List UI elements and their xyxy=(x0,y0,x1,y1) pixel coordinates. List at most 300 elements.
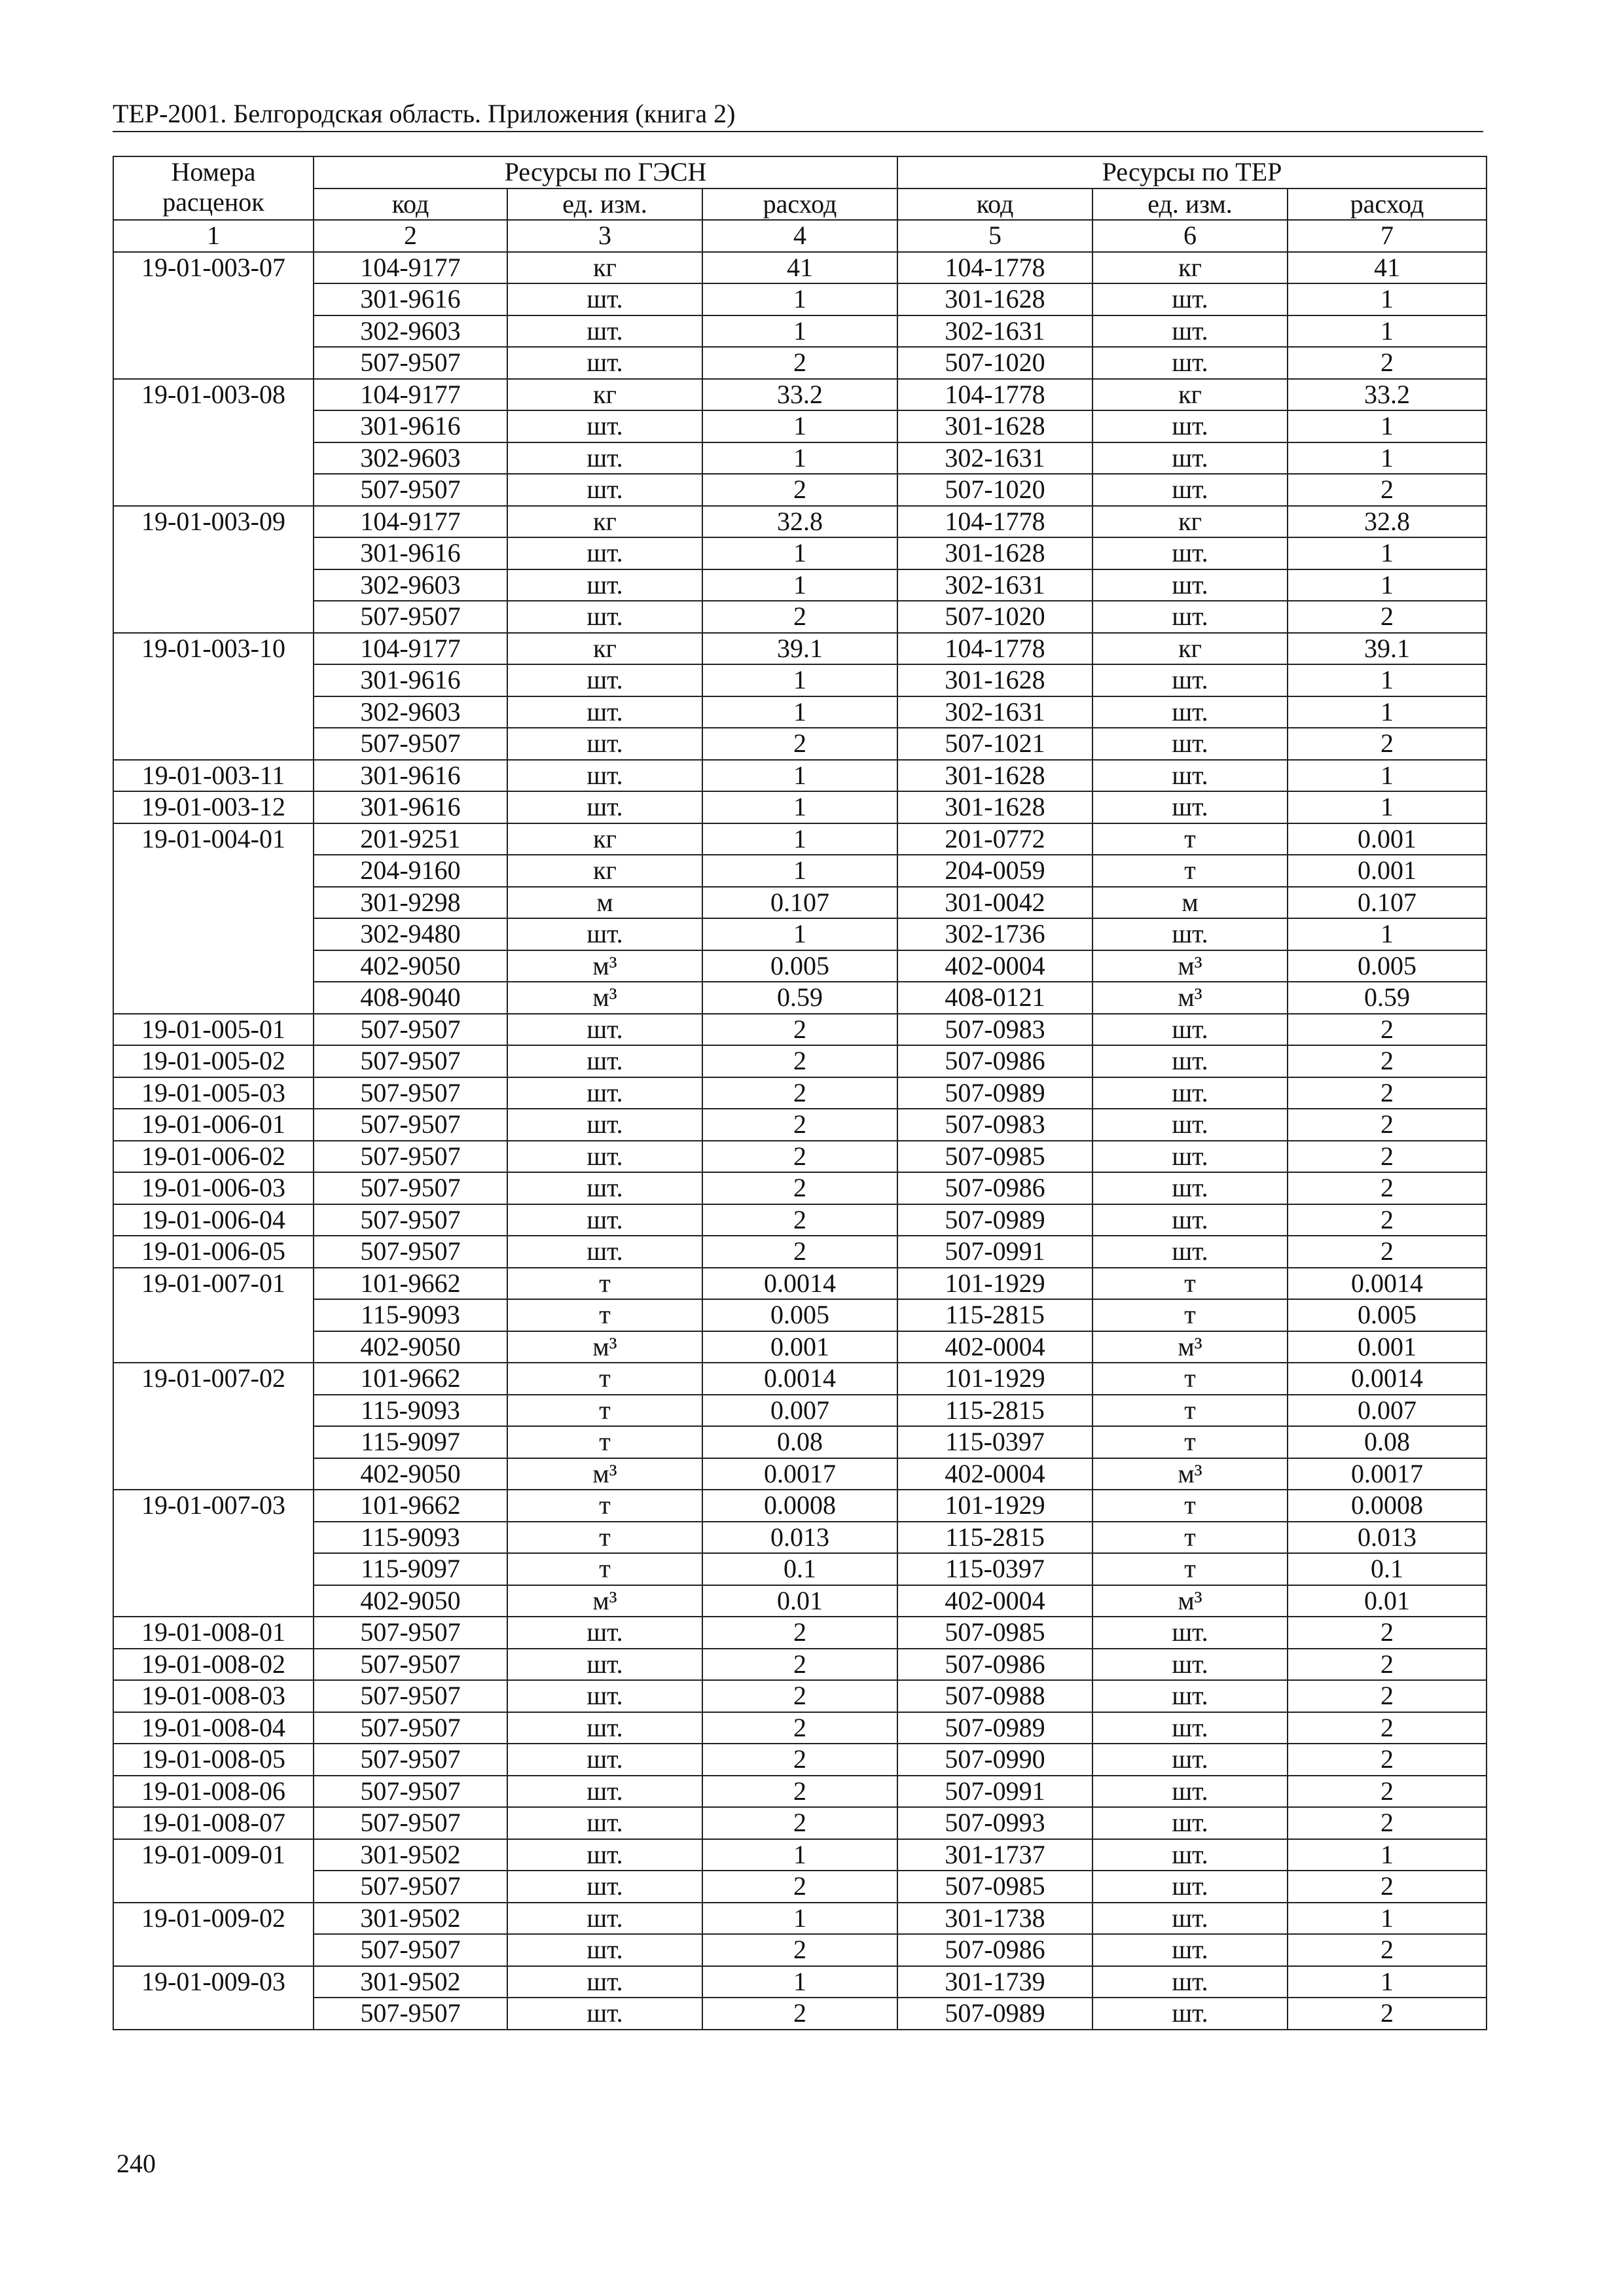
gesn-unit-cell: кг xyxy=(507,379,702,411)
gesn-consumption-cell: 0.0008 xyxy=(702,1490,897,1522)
table-row xyxy=(113,1871,1487,1903)
table-row xyxy=(113,1649,1487,1681)
rate-number-cell xyxy=(113,1395,314,1427)
gesn-code-cell: 302-9603 xyxy=(314,315,507,348)
gesn-code-cell: 507-9507 xyxy=(314,1236,507,1268)
rate-number-cell xyxy=(113,696,314,728)
ter-consumption-cell: 2 xyxy=(1288,1649,1487,1681)
gesn-code-cell: 507-9507 xyxy=(314,1045,507,1077)
ter-unit-cell: шт. xyxy=(1092,1776,1288,1808)
ter-code-cell: 301-1628 xyxy=(897,410,1092,442)
gesn-code-cell: 507-9507 xyxy=(314,728,507,760)
rate-number-cell xyxy=(113,982,314,1014)
ter-consumption-cell: 1 xyxy=(1288,696,1487,728)
gesn-code-cell: 302-9603 xyxy=(314,442,507,475)
table-row xyxy=(113,1744,1487,1776)
ter-unit-cell: шт. xyxy=(1092,791,1288,823)
table-row xyxy=(113,1204,1487,1236)
gesn-consumption-cell: 2 xyxy=(702,1617,897,1649)
gesn-consumption-cell: 1 xyxy=(702,791,897,823)
gesn-unit-cell: шт. xyxy=(507,315,702,348)
gesn-unit-cell: шт. xyxy=(507,664,702,696)
gesn-unit-cell: шт. xyxy=(507,728,702,760)
ter-consumption-cell: 1 xyxy=(1288,283,1487,315)
gesn-unit-cell: т xyxy=(507,1299,702,1331)
rate-number-cell: 19-01-006-01 xyxy=(113,1109,314,1141)
gesn-unit-cell: шт. xyxy=(507,410,702,442)
table-row xyxy=(113,633,1487,665)
rate-number-cell: 19-01-003-12 xyxy=(113,791,314,823)
gesn-consumption-cell: 2 xyxy=(702,1204,897,1236)
ter-code-cell: 402-0004 xyxy=(897,950,1092,982)
rate-number-cell: 19-01-007-01 xyxy=(113,1268,314,1300)
ter-consumption-cell: 2 xyxy=(1288,601,1487,633)
table-row xyxy=(113,728,1487,760)
ter-consumption-cell: 2 xyxy=(1288,1236,1487,1268)
ter-unit-cell: шт. xyxy=(1092,1903,1288,1935)
gesn-code-cell: 507-9507 xyxy=(314,1649,507,1681)
ter-unit-cell: шт. xyxy=(1092,728,1288,760)
gesn-code-cell: 402-9050 xyxy=(314,1331,507,1363)
gesn-code-cell: 507-9507 xyxy=(314,1776,507,1808)
ter-unit-cell: м xyxy=(1092,887,1288,919)
gesn-code-cell: 115-9093 xyxy=(314,1522,507,1554)
gesn-consumption-cell: 1 xyxy=(702,442,897,475)
gesn-unit-cell: м³ xyxy=(507,982,702,1014)
rate-number-cell: 19-01-009-03 xyxy=(113,1966,314,1998)
ter-consumption-cell: 2 xyxy=(1288,1014,1487,1046)
header-number-line2: расценок xyxy=(162,187,264,217)
rate-number-cell: 19-01-009-02 xyxy=(113,1903,314,1935)
ter-unit-cell: кг xyxy=(1092,252,1288,284)
ter-unit-cell: т xyxy=(1092,1299,1288,1331)
table-row xyxy=(113,601,1487,633)
rate-number-cell xyxy=(113,1458,314,1490)
ter-code-cell: 301-1737 xyxy=(897,1839,1092,1871)
gesn-code-cell: 507-9507 xyxy=(314,474,507,506)
ter-code-cell: 115-0397 xyxy=(897,1553,1092,1585)
gesn-code-cell: 301-9502 xyxy=(314,1839,507,1871)
gesn-consumption-cell: 0.001 xyxy=(702,1331,897,1363)
gesn-unit-cell: т xyxy=(507,1268,702,1300)
table-row xyxy=(113,1966,1487,1998)
gesn-consumption-cell: 1 xyxy=(702,315,897,348)
ter-unit-cell: м³ xyxy=(1092,950,1288,982)
ter-code-cell: 301-1628 xyxy=(897,283,1092,315)
table-row xyxy=(113,1585,1487,1617)
gesn-code-cell: 402-9050 xyxy=(314,950,507,982)
gesn-unit-cell: шт. xyxy=(507,1712,702,1744)
gesn-code-cell: 301-9298 xyxy=(314,887,507,919)
page-header xyxy=(113,98,1483,132)
table-row xyxy=(113,252,1487,284)
table-row xyxy=(113,1077,1487,1109)
ter-code-cell: 507-1020 xyxy=(897,474,1092,506)
ter-code-cell: 507-0986 xyxy=(897,1934,1092,1966)
ter-consumption-cell: 1 xyxy=(1288,760,1487,792)
gesn-code-cell: 104-9177 xyxy=(314,252,507,284)
ter-consumption-cell: 2 xyxy=(1288,1109,1487,1141)
gesn-consumption-cell: 1 xyxy=(702,855,897,887)
gesn-code-cell: 507-9507 xyxy=(314,1014,507,1046)
table-row xyxy=(113,347,1487,379)
gesn-consumption-cell: 1 xyxy=(702,537,897,569)
gesn-consumption-cell: 2 xyxy=(702,1807,897,1839)
rate-number-cell: 19-01-008-01 xyxy=(113,1617,314,1649)
table-row xyxy=(113,1458,1487,1490)
ter-unit-cell: т xyxy=(1092,1426,1288,1458)
ter-unit-cell: шт. xyxy=(1092,1077,1288,1109)
table-row xyxy=(113,537,1487,569)
gesn-code-cell: 507-9507 xyxy=(314,601,507,633)
gesn-consumption-cell: 1 xyxy=(702,1966,897,1998)
gesn-unit-cell: м³ xyxy=(507,1331,702,1363)
table-row xyxy=(113,379,1487,411)
ter-unit-cell: шт. xyxy=(1092,474,1288,506)
ter-consumption-cell: 32.8 xyxy=(1288,506,1487,538)
gesn-unit-cell: шт. xyxy=(507,1077,702,1109)
ter-consumption-cell: 0.0014 xyxy=(1288,1268,1487,1300)
rate-number-cell: 19-01-008-05 xyxy=(113,1744,314,1776)
table-row xyxy=(113,506,1487,538)
header-index-cell: 4 xyxy=(702,220,897,252)
ter-code-cell: 115-2815 xyxy=(897,1522,1092,1554)
gesn-code-cell: 302-9603 xyxy=(314,696,507,728)
ter-code-cell: 507-0989 xyxy=(897,1077,1092,1109)
rate-number-cell xyxy=(113,1426,314,1458)
ter-code-cell: 507-0986 xyxy=(897,1649,1092,1681)
gesn-consumption-cell: 33.2 xyxy=(702,379,897,411)
ter-code-cell: 507-0993 xyxy=(897,1807,1092,1839)
gesn-code-cell: 402-9050 xyxy=(314,1458,507,1490)
gesn-code-cell: 115-9093 xyxy=(314,1395,507,1427)
ter-code-cell: 507-0989 xyxy=(897,1204,1092,1236)
rate-number-cell: 19-01-008-06 xyxy=(113,1776,314,1808)
ter-code-cell: 301-1628 xyxy=(897,760,1092,792)
ter-unit-cell: шт. xyxy=(1092,760,1288,792)
gesn-code-cell: 204-9160 xyxy=(314,855,507,887)
gesn-code-cell: 507-9507 xyxy=(314,1998,507,2030)
gesn-consumption-cell: 39.1 xyxy=(702,633,897,665)
page-header-title: ТЕР-2001. Белгородская область. Приложения (книга 2) xyxy=(113,99,736,128)
gesn-code-cell: 104-9177 xyxy=(314,379,507,411)
gesn-consumption-cell: 2 xyxy=(702,601,897,633)
rate-number-cell xyxy=(113,1934,314,1966)
ter-code-cell: 507-1021 xyxy=(897,728,1092,760)
gesn-code-cell: 301-9502 xyxy=(314,1903,507,1935)
table-row xyxy=(113,1395,1487,1427)
rate-number-cell: 19-01-009-01 xyxy=(113,1839,314,1871)
ter-unit-cell: шт. xyxy=(1092,1204,1288,1236)
ter-code-cell: 408-0121 xyxy=(897,982,1092,1014)
ter-consumption-cell: 2 xyxy=(1288,474,1487,506)
rate-number-cell xyxy=(113,537,314,569)
gesn-code-cell: 301-9616 xyxy=(314,410,507,442)
header-index-cell: 1 xyxy=(113,220,314,252)
gesn-code-cell: 507-9507 xyxy=(314,1744,507,1776)
table-row xyxy=(113,1172,1487,1204)
table-row xyxy=(113,1014,1487,1046)
rate-number-cell: 19-01-003-07 xyxy=(113,252,314,284)
ter-consumption-cell: 2 xyxy=(1288,1204,1487,1236)
rate-number-cell: 19-01-008-02 xyxy=(113,1649,314,1681)
ter-code-cell: 507-0985 xyxy=(897,1871,1092,1903)
gesn-code-cell: 402-9050 xyxy=(314,1585,507,1617)
gesn-unit-cell: шт. xyxy=(507,1871,702,1903)
ter-code-cell: 507-0990 xyxy=(897,1744,1092,1776)
gesn-code-cell: 301-9616 xyxy=(314,791,507,823)
table-row xyxy=(113,696,1487,728)
header-gesn-code: код xyxy=(314,188,507,221)
ter-code-cell: 507-0983 xyxy=(897,1109,1092,1141)
gesn-unit-cell: шт. xyxy=(507,1807,702,1839)
table-row xyxy=(113,1934,1487,1966)
gesn-unit-cell: шт. xyxy=(507,442,702,475)
table-row xyxy=(113,1903,1487,1935)
gesn-code-cell: 301-9502 xyxy=(314,1966,507,1998)
ter-consumption-cell: 33.2 xyxy=(1288,379,1487,411)
ter-code-cell: 201-0772 xyxy=(897,823,1092,855)
gesn-code-cell: 507-9507 xyxy=(314,347,507,379)
ter-consumption-cell: 2 xyxy=(1288,1141,1487,1173)
gesn-unit-cell: шт. xyxy=(507,1236,702,1268)
table-row xyxy=(113,283,1487,315)
header-number-line1: Номера xyxy=(171,157,256,187)
gesn-unit-cell: шт. xyxy=(507,1617,702,1649)
ter-unit-cell: м³ xyxy=(1092,982,1288,1014)
ter-code-cell: 101-1929 xyxy=(897,1268,1092,1300)
table-row xyxy=(113,1045,1487,1077)
gesn-unit-cell: шт. xyxy=(507,1014,702,1046)
header-index-cell: 5 xyxy=(897,220,1092,252)
rate-number-cell xyxy=(113,950,314,982)
gesn-unit-cell: кг xyxy=(507,252,702,284)
gesn-consumption-cell: 0.007 xyxy=(702,1395,897,1427)
table-row xyxy=(113,1490,1487,1522)
ter-unit-cell: шт. xyxy=(1092,442,1288,475)
ter-code-cell: 101-1929 xyxy=(897,1490,1092,1522)
gesn-consumption-cell: 0.005 xyxy=(702,950,897,982)
ter-code-cell: 302-1631 xyxy=(897,696,1092,728)
table-row xyxy=(113,315,1487,348)
rate-number-cell xyxy=(113,855,314,887)
gesn-unit-cell: т xyxy=(507,1490,702,1522)
gesn-code-cell: 507-9507 xyxy=(314,1204,507,1236)
table-row xyxy=(113,1522,1487,1554)
rate-number-cell: 19-01-006-04 xyxy=(113,1204,314,1236)
ter-code-cell: 115-0397 xyxy=(897,1426,1092,1458)
ter-unit-cell: кг xyxy=(1092,633,1288,665)
ter-unit-cell: шт. xyxy=(1092,315,1288,348)
header-ter-consumption: расход xyxy=(1288,188,1487,221)
gesn-unit-cell: шт. xyxy=(507,1141,702,1173)
gesn-consumption-cell: 1 xyxy=(702,1903,897,1935)
ter-unit-cell: шт. xyxy=(1092,1141,1288,1173)
gesn-unit-cell: шт. xyxy=(507,1839,702,1871)
ter-code-cell: 301-0042 xyxy=(897,887,1092,919)
gesn-consumption-cell: 32.8 xyxy=(702,506,897,538)
gesn-consumption-cell: 2 xyxy=(702,1236,897,1268)
gesn-consumption-cell: 2 xyxy=(702,347,897,379)
table-row xyxy=(113,664,1487,696)
ter-consumption-cell: 0.0014 xyxy=(1288,1363,1487,1395)
ter-consumption-cell: 1 xyxy=(1288,664,1487,696)
ter-code-cell: 507-0989 xyxy=(897,1712,1092,1744)
rate-number-cell: 19-01-006-03 xyxy=(113,1172,314,1204)
gesn-consumption-cell: 2 xyxy=(702,474,897,506)
gesn-consumption-cell: 2 xyxy=(702,1934,897,1966)
ter-consumption-cell: 0.001 xyxy=(1288,855,1487,887)
ter-consumption-cell: 1 xyxy=(1288,537,1487,569)
ter-code-cell: 402-0004 xyxy=(897,1331,1092,1363)
gesn-code-cell: 408-9040 xyxy=(314,982,507,1014)
rate-number-cell xyxy=(113,887,314,919)
ter-consumption-cell: 2 xyxy=(1288,347,1487,379)
rate-number-cell xyxy=(113,1331,314,1363)
gesn-code-cell: 302-9480 xyxy=(314,918,507,950)
gesn-unit-cell: шт. xyxy=(507,474,702,506)
gesn-consumption-cell: 2 xyxy=(702,1712,897,1744)
gesn-consumption-cell: 0.0014 xyxy=(702,1363,897,1395)
rate-number-cell xyxy=(113,1585,314,1617)
gesn-unit-cell: м xyxy=(507,887,702,919)
ter-unit-cell: т xyxy=(1092,823,1288,855)
ter-consumption-cell: 0.007 xyxy=(1288,1395,1487,1427)
rate-number-cell xyxy=(113,664,314,696)
gesn-code-cell: 507-9507 xyxy=(314,1077,507,1109)
gesn-unit-cell: шт. xyxy=(507,760,702,792)
ter-consumption-cell: 2 xyxy=(1288,1871,1487,1903)
table-row xyxy=(113,1109,1487,1141)
ter-code-cell: 301-1628 xyxy=(897,664,1092,696)
ter-unit-cell: м³ xyxy=(1092,1458,1288,1490)
gesn-consumption-cell: 41 xyxy=(702,252,897,284)
gesn-consumption-cell: 2 xyxy=(702,1109,897,1141)
gesn-unit-cell: шт. xyxy=(507,283,702,315)
gesn-code-cell: 507-9507 xyxy=(314,1807,507,1839)
table-body xyxy=(113,252,1487,2030)
table-row xyxy=(113,1426,1487,1458)
gesn-code-cell: 507-9507 xyxy=(314,1871,507,1903)
ter-code-cell: 204-0059 xyxy=(897,855,1092,887)
ter-consumption-cell: 0.1 xyxy=(1288,1553,1487,1585)
gesn-consumption-cell: 1 xyxy=(702,1839,897,1871)
gesn-consumption-cell: 2 xyxy=(702,1744,897,1776)
gesn-unit-cell: кг xyxy=(507,506,702,538)
gesn-unit-cell: шт. xyxy=(507,1649,702,1681)
gesn-code-cell: 302-9603 xyxy=(314,569,507,601)
ter-code-cell: 507-0991 xyxy=(897,1236,1092,1268)
rate-number-cell: 19-01-005-03 xyxy=(113,1077,314,1109)
header-index-cell: 3 xyxy=(507,220,702,252)
rate-number-cell: 19-01-003-08 xyxy=(113,379,314,411)
gesn-unit-cell: шт. xyxy=(507,1744,702,1776)
ter-consumption-cell: 0.01 xyxy=(1288,1585,1487,1617)
table-row xyxy=(113,1776,1487,1808)
table-header xyxy=(113,156,1487,252)
rate-number-cell: 19-01-004-01 xyxy=(113,823,314,855)
gesn-unit-cell: т xyxy=(507,1553,702,1585)
gesn-consumption-cell: 0.013 xyxy=(702,1522,897,1554)
rate-number-cell xyxy=(113,569,314,601)
header-ter-code: код xyxy=(897,188,1092,221)
ter-code-cell: 507-0986 xyxy=(897,1045,1092,1077)
table-row xyxy=(113,791,1487,823)
ter-unit-cell: шт. xyxy=(1092,696,1288,728)
ter-code-cell: 104-1778 xyxy=(897,379,1092,411)
gesn-consumption-cell: 0.005 xyxy=(702,1299,897,1331)
ter-code-cell: 302-1631 xyxy=(897,315,1092,348)
gesn-consumption-cell: 2 xyxy=(702,1045,897,1077)
ter-unit-cell: шт. xyxy=(1092,1649,1288,1681)
ter-code-cell: 104-1778 xyxy=(897,252,1092,284)
gesn-consumption-cell: 0.01 xyxy=(702,1585,897,1617)
gesn-consumption-cell: 2 xyxy=(702,1172,897,1204)
gesn-code-cell: 115-9097 xyxy=(314,1426,507,1458)
ter-unit-cell: шт. xyxy=(1092,569,1288,601)
ter-unit-cell: шт. xyxy=(1092,1871,1288,1903)
gesn-consumption-cell: 2 xyxy=(702,1649,897,1681)
table-row xyxy=(113,1680,1487,1712)
table-row xyxy=(113,1299,1487,1331)
table-row xyxy=(113,1331,1487,1363)
gesn-unit-cell: шт. xyxy=(507,1776,702,1808)
ter-consumption-cell: 2 xyxy=(1288,1617,1487,1649)
ter-consumption-cell: 2 xyxy=(1288,1776,1487,1808)
ter-unit-cell: шт. xyxy=(1092,1109,1288,1141)
ter-unit-cell: т xyxy=(1092,1268,1288,1300)
ter-consumption-cell: 1 xyxy=(1288,1903,1487,1935)
ter-consumption-cell: 0.001 xyxy=(1288,823,1487,855)
gesn-unit-cell: т xyxy=(507,1363,702,1395)
gesn-code-cell: 301-9616 xyxy=(314,283,507,315)
gesn-consumption-cell: 2 xyxy=(702,1776,897,1808)
ter-code-cell: 302-1631 xyxy=(897,442,1092,475)
ter-consumption-cell: 0.001 xyxy=(1288,1331,1487,1363)
rate-number-cell xyxy=(113,315,314,348)
ter-code-cell: 507-0985 xyxy=(897,1617,1092,1649)
table-row xyxy=(113,442,1487,475)
ter-code-cell: 301-1628 xyxy=(897,537,1092,569)
ter-consumption-cell: 0.013 xyxy=(1288,1522,1487,1554)
gesn-code-cell: 507-9507 xyxy=(314,1141,507,1173)
rate-number-cell xyxy=(113,347,314,379)
table-row xyxy=(113,887,1487,919)
resources-table xyxy=(113,156,1487,2030)
ter-consumption-cell: 2 xyxy=(1288,1680,1487,1712)
table-row xyxy=(113,982,1487,1014)
ter-code-cell: 101-1929 xyxy=(897,1363,1092,1395)
rate-number-cell: 19-01-008-03 xyxy=(113,1680,314,1712)
rate-number-cell xyxy=(113,918,314,950)
gesn-consumption-cell: 1 xyxy=(702,410,897,442)
gesn-consumption-cell: 1 xyxy=(702,823,897,855)
ter-unit-cell: т xyxy=(1092,1522,1288,1554)
ter-consumption-cell: 1 xyxy=(1288,442,1487,475)
table-row xyxy=(113,1268,1487,1300)
ter-unit-cell: шт. xyxy=(1092,1744,1288,1776)
header-index-cell: 7 xyxy=(1288,220,1487,252)
header-group-gesn: Ресурсы по ГЭСН xyxy=(314,156,897,188)
ter-consumption-cell: 2 xyxy=(1288,1807,1487,1839)
ter-unit-cell: кг xyxy=(1092,506,1288,538)
table-row xyxy=(113,918,1487,950)
table-row xyxy=(113,1807,1487,1839)
gesn-consumption-cell: 1 xyxy=(702,283,897,315)
ter-code-cell: 302-1736 xyxy=(897,918,1092,950)
table-row xyxy=(113,1839,1487,1871)
gesn-consumption-cell: 1 xyxy=(702,696,897,728)
